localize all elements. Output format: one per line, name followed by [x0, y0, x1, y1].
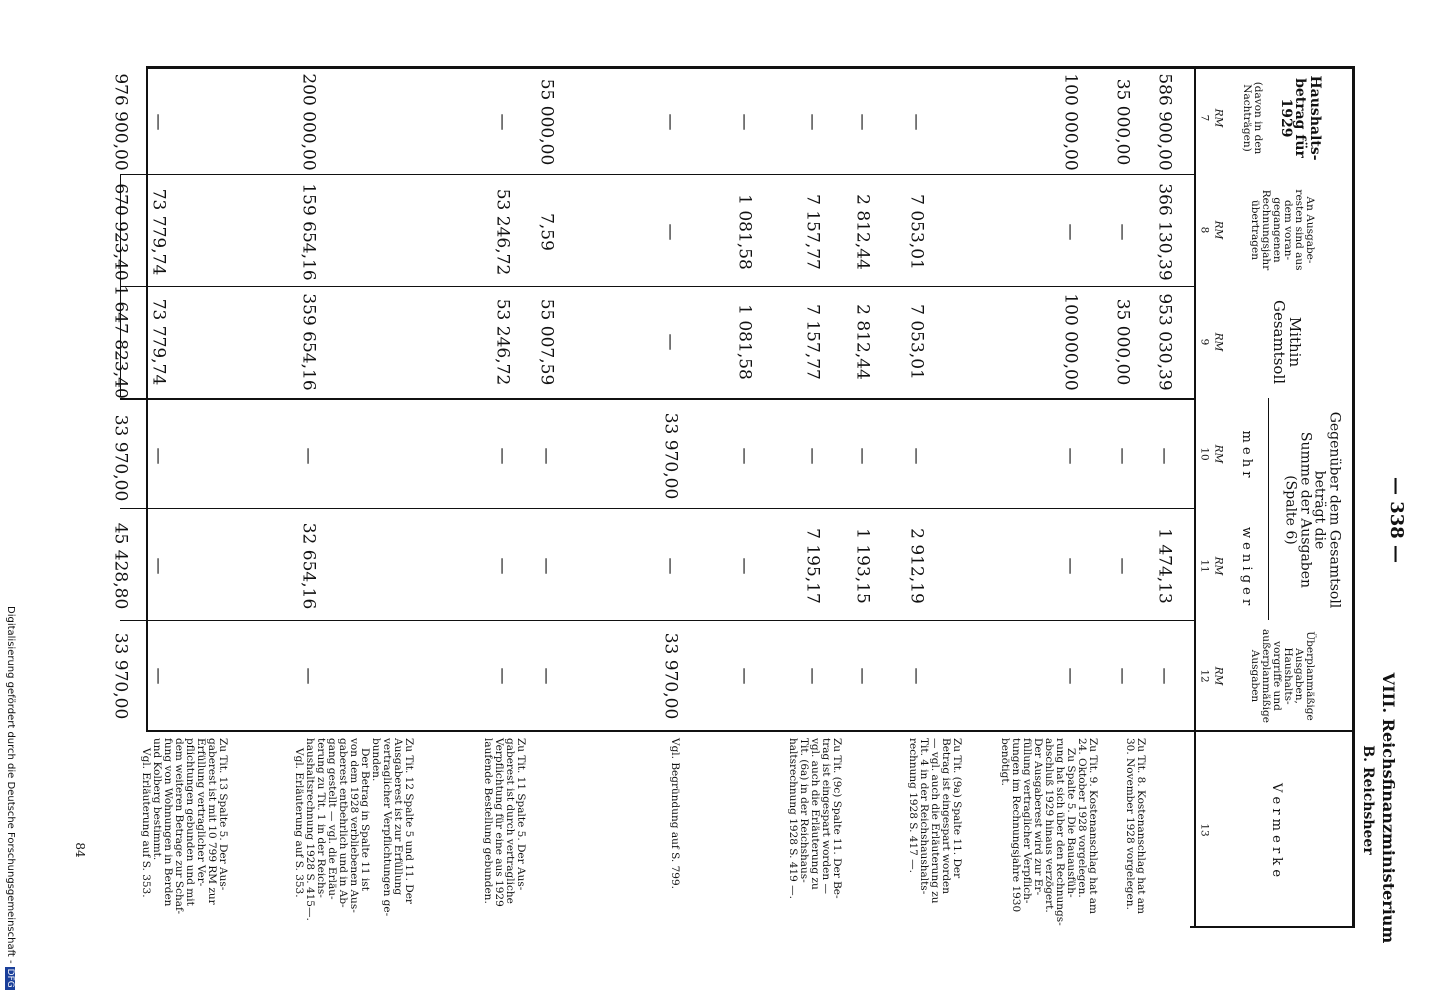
rule-c9-c10: [120, 398, 1196, 400]
col10-title: m e h r: [1238, 430, 1254, 478]
table-cell: —: [802, 667, 823, 685]
table-cell: —: [906, 667, 927, 685]
table-cell: —: [1154, 447, 1175, 465]
total-c11: 45 428,80: [110, 522, 131, 610]
table-cell: —: [1154, 667, 1175, 685]
table-cell: 200 000,00: [298, 73, 319, 171]
note-tit13: Zu Tit. 13 Spalte 5. Der Aus- gaberest ist mit 10 799 RM zur Erfüllung vertraglicher Ver- pflichtungen gebunden und mit dem weiteren Betrage zur Schaf- fung von Wohnungen in Berden und Kolberg bestimmt. Vgl. Erläuterung auf S. 353.: [140, 738, 229, 915]
footer-page-number: 84: [73, 842, 87, 858]
col8-title: An Ausgabe- resten sind aus dem voran- gegangenen Rechnungsjahr übertragen: [1248, 189, 1317, 271]
table-cell: —: [660, 557, 681, 575]
table-cell: 1 474,13: [1154, 528, 1175, 604]
table-cell: 159 654,16: [298, 183, 319, 281]
table-cell: —: [1060, 667, 1081, 685]
table-cell: 35 000,00: [1112, 78, 1133, 166]
group-split-rule: [1268, 398, 1269, 620]
table-bottom-rule: [1190, 926, 1354, 928]
table-cell: 1 081,58: [734, 194, 755, 270]
digitization-credit: [5, 606, 16, 990]
col12-unit: RM: [1212, 666, 1225, 686]
table-cell: 1 081,58: [734, 304, 755, 380]
col13-title: V e r m e r k e: [1268, 782, 1284, 878]
table-cell: 100 000,00: [1060, 73, 1081, 171]
table-cell: 2 812,44: [852, 304, 873, 380]
table-cell: 366 130,39: [1154, 183, 1175, 281]
col7-title: Haushalts- betrag für 1929: [1277, 75, 1324, 161]
total-c7: 976 900,00: [110, 73, 131, 171]
total-c9: 1 647 823,40: [110, 285, 131, 399]
table-cell: 32 654,16: [298, 522, 319, 610]
table-cell: 55 000,00: [536, 78, 557, 166]
table-cell: 33 970,00: [660, 632, 681, 720]
col11-title: w e n i g e r: [1238, 526, 1254, 606]
table-cell: —: [734, 557, 755, 575]
table-cell: —: [298, 447, 319, 465]
table-cell: 7 157,77: [802, 194, 823, 270]
total-c8: 670 923,40: [110, 183, 131, 281]
col7-sub: (davon in den Nachträgen): [1241, 81, 1265, 155]
col8-number: 8: [1198, 226, 1211, 234]
table-cell: —: [734, 447, 755, 465]
page-number: — 338 —: [1386, 476, 1407, 564]
total-c12: 33 970,00: [110, 632, 131, 720]
table-cell: —: [492, 667, 513, 685]
table-cell: 33 970,00: [660, 412, 681, 500]
rule-c11-c12: [120, 620, 1196, 621]
table-cell: —: [536, 447, 557, 465]
table-cell: 2 812,44: [852, 194, 873, 270]
note-tit9a: Zu Tit. (9a) Spalte 11. Der Betrag ist eingespart worden — vgl. auch die Erläuterung zu Tit. 4 in der Reichshaushalts- rechnung 1928 S. 417 —.: [907, 738, 963, 904]
note-tit9c: Zu Tit. (9c) Spalte 11. Der Be- trag ist eingespart worden — vgl. auch die Erläuterung zu Tit. (6a) in der Reichshaus- haltsrechnung 1928 S. 419 —.: [787, 738, 843, 899]
table-cell: 1 193,15: [852, 528, 873, 604]
col11-unit: RM: [1212, 556, 1225, 576]
col9-number: 9: [1198, 338, 1211, 346]
table-cell: —: [660, 333, 681, 351]
table-cell: —: [1112, 557, 1133, 575]
table-cell: —: [536, 667, 557, 685]
table-cell: —: [1112, 447, 1133, 465]
group-title: Gegenüber dem Gesamtsoll beträgt die Summe der Ausgaben (Spalte 6): [1282, 411, 1343, 609]
table-cell: —: [1060, 557, 1081, 575]
table-cell: —: [802, 113, 823, 131]
table-cell: 55 007,59: [536, 298, 557, 386]
table-cell: 586 900,00: [1154, 73, 1175, 171]
col9-title: Mithin Gesamtsoll: [1270, 299, 1304, 385]
total-c10: 33 970,00: [110, 414, 131, 502]
table-cell: —: [536, 557, 557, 575]
note-tit9: Zu Tit. 9. Kostenanschlag hat am 24. Oktober 1928 vorgelegen. Zu Spalte 5. Die Bauausfüh- rung hat sich über den Rechnungs- abschluß 1929 hinaus verzögert. Der Ausgaberest wird zur Er- füllung vertraglicher Verpflich- tungen im Rechnungsjahre 1930 benötigt.: [999, 738, 1099, 926]
col7-unit: RM: [1212, 108, 1225, 128]
table-cell: 53 246,72: [492, 298, 513, 386]
col10-unit: RM: [1212, 444, 1225, 464]
table-cell: —: [492, 113, 513, 131]
table-cell: —: [1112, 667, 1133, 685]
table-cell: 7 053,01: [906, 194, 927, 270]
table-cell: 35 000,00: [1112, 298, 1133, 386]
credit-text: Digitalisierung gefördert durch die Deutsche Forschungsgemeinschaft -: [5, 606, 16, 964]
table-cell: —: [802, 447, 823, 465]
table-cell: —: [906, 447, 927, 465]
table-cell: —: [298, 667, 319, 685]
table-cell: 2 912,19: [906, 528, 927, 604]
rule-c10-c11: [120, 508, 1196, 509]
col13-number: 13: [1198, 823, 1211, 837]
table-cell: —: [148, 667, 169, 685]
table-cell: —: [148, 557, 169, 575]
table-cell: —: [906, 113, 927, 131]
table-cell: —: [660, 113, 681, 131]
table-cell: 7 157,77: [802, 304, 823, 380]
table-cell: 73 779,74: [148, 298, 169, 386]
table-cell: —: [492, 557, 513, 575]
note-tit12: Zu Tit. 12 Spalte 5 und 11. Der Ausgaberest ist zur Erfüllung vertraglicher Verpflichtungen ge- bunden. Der Betrag in Spalte 11 ist von dem 1928 verbliebenen Aus- gaberest entbehrlich und in Ab- gang gestellt — vgl. die Erläu- terung zu Tit. 1 in der Reichs- haushaltsrechnung 1928 S. 415—. Vgl. Erläuterung auf S. 353.: [293, 738, 415, 921]
col8-unit: RM: [1212, 220, 1225, 240]
col11-number: 11: [1198, 559, 1211, 573]
table-cell: —: [852, 667, 873, 685]
rule-c7-c8: [120, 174, 1196, 175]
col7-number: 7: [1198, 114, 1211, 122]
table-cell: —: [852, 113, 873, 131]
table-cell: —: [492, 447, 513, 465]
dfg-logo: DFG: [5, 968, 15, 988]
subsection-title: B. Reichsheer: [1360, 745, 1376, 855]
table-cell: 7 195,17: [802, 528, 823, 604]
col12-title: Überplanmäßige Ausgaben, Haushalts- vorgriffe und außerplanmäßige Ausgaben: [1248, 629, 1317, 723]
col12-number: 12: [1198, 669, 1211, 683]
note-tit11: Zu Tit. 11 Spalte 5. Der Aus- gaberest ist durch vertragliche Verpflichtung für eine aus 1929 laufende Bestellung gebunden.: [482, 738, 527, 907]
table-top-rule: [146, 66, 1354, 69]
table-cell: —: [852, 447, 873, 465]
rule-c8-c9: [120, 286, 1196, 287]
table-cell: —: [148, 113, 169, 131]
note-begruendung: Vgl. Begründung auf S. 799.: [669, 738, 681, 889]
table-cell: 53 246,72: [492, 188, 513, 276]
table-cell: —: [1060, 447, 1081, 465]
section-title: VIII. Reichsfinanzministerium: [1379, 672, 1398, 944]
note-tit8: Zu Tit. 8. Kostenanschlag hat am 30. November 1928 vorgelegen.: [1124, 738, 1147, 915]
table-cell: 359 654,16: [298, 293, 319, 391]
table-cell: —: [1112, 223, 1133, 241]
table-cell: 100 000,00: [1060, 293, 1081, 391]
table-cell: 953 030,39: [1154, 293, 1175, 391]
table-cell: —: [734, 667, 755, 685]
table-cell: —: [148, 447, 169, 465]
table-cell: 7,59: [536, 213, 557, 251]
total-rule: [146, 66, 148, 732]
header-right-rule: [1352, 66, 1355, 928]
table-cell: —: [734, 113, 755, 131]
table-cell: 73 779,74: [148, 188, 169, 276]
rule-c12-c13: [146, 730, 1354, 732]
table-cell: 7 053,01: [906, 304, 927, 380]
table-cell: —: [660, 223, 681, 241]
header-body-rule: [1194, 66, 1196, 928]
col9-unit: RM: [1212, 332, 1225, 352]
col10-number: 10: [1198, 447, 1211, 461]
table-cell: —: [1060, 223, 1081, 241]
